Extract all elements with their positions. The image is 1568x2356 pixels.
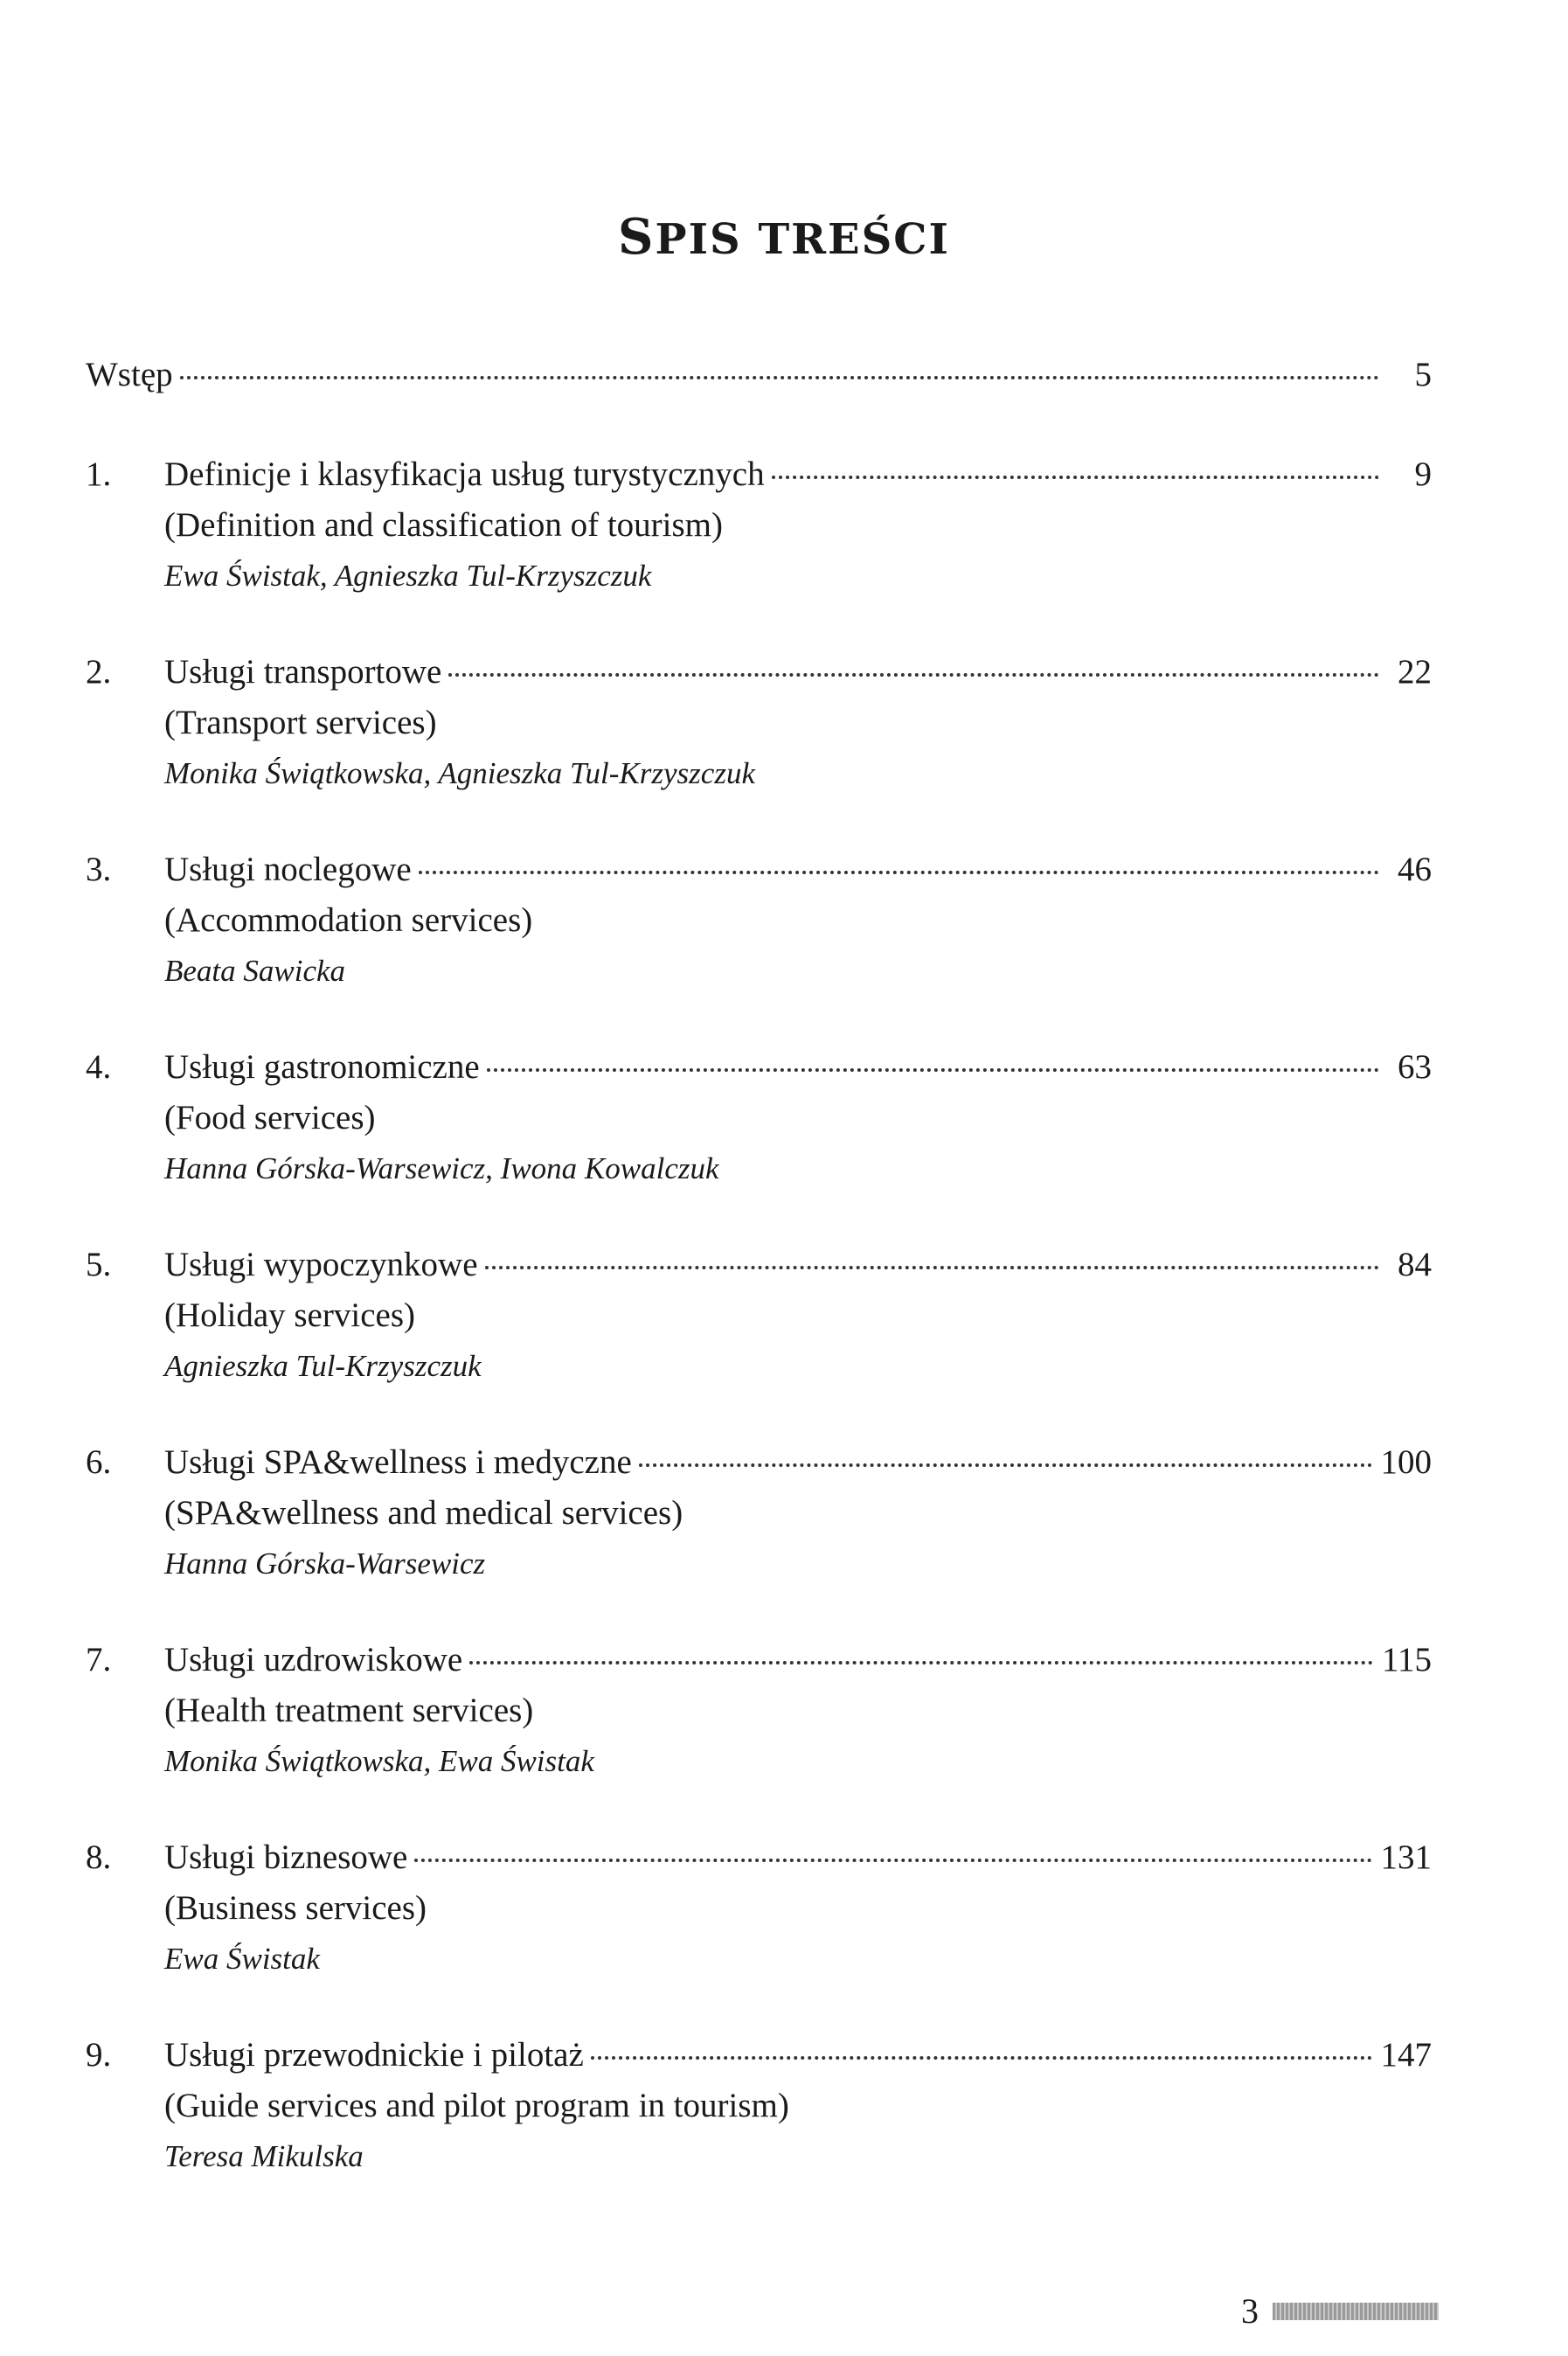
toc-row <box>86 2030 1432 2081</box>
toc-row <box>86 1635 1432 1685</box>
toc-entry-page: 147 <box>1380 2036 1432 2074</box>
toc-entry-page: 63 <box>1398 1048 1432 1086</box>
toc-entry-page: 131 <box>1380 1838 1432 1876</box>
toc-entry-subtitle: (Definition and classification of tourism) <box>164 506 724 544</box>
toc-entry-intro <box>86 350 1432 400</box>
toc-entry-page: 115 <box>1381 1641 1432 1678</box>
toc-entry-number: 5. <box>86 1246 112 1283</box>
toc-row <box>86 844 1432 895</box>
dot-leader <box>448 661 1379 677</box>
toc-entry <box>86 844 1432 997</box>
toc-entry-page: 9 <box>1414 455 1432 493</box>
toc-entry-title: Usługi transportowe <box>164 653 442 691</box>
dot-leader <box>469 1649 1373 1664</box>
toc-entry-subtitle: (Business services) <box>164 1889 427 1927</box>
toc-entry-title: Usługi przewodnickie i pilotaż <box>164 2036 584 2074</box>
toc-entry <box>86 1437 1432 1589</box>
toc-row <box>86 1042 1432 1093</box>
title-second-word: TREŚCI <box>758 215 950 264</box>
toc-row <box>86 1832 1432 1883</box>
toc-entry-number: 8. <box>86 1838 112 1876</box>
toc-entry-authors: Teresa Mikulska <box>164 2139 364 2173</box>
toc-entry-title: Usługi gastronomiczne <box>164 1048 480 1086</box>
toc-entry-number: 1. <box>86 455 112 493</box>
toc-entry-title: Usługi biznesowe <box>164 1838 408 1876</box>
table-of-contents <box>86 350 1432 2227</box>
toc-entry-page: 46 <box>1398 851 1432 888</box>
toc-entry <box>86 449 1432 601</box>
toc-entry-number: 9. <box>86 2036 112 2074</box>
toc-entry-title: Wstęp <box>86 356 173 393</box>
toc-entry-authors: Ewa Świstak <box>164 1942 320 1976</box>
toc-entry-page: 5 <box>1414 356 1432 393</box>
toc-row <box>86 350 1432 400</box>
dot-leader <box>414 1846 1371 1862</box>
toc-entry-subtitle: (Guide services and pilot program in tourism) <box>164 2087 789 2124</box>
toc-row <box>86 449 1432 500</box>
toc-entry-subtitle: (SPA&wellness and medical services) <box>164 1494 683 1532</box>
toc-entry-authors: Ewa Świstak, Agnieszka Tul-Krzyszczuk <box>164 559 652 593</box>
dot-leader <box>639 1451 1372 1467</box>
page-title <box>0 208 1568 266</box>
toc-entry-authors: Agnieszka Tul-Krzyszczuk <box>164 1349 482 1383</box>
toc-entry-page: 100 <box>1380 1443 1432 1481</box>
toc-entry-subtitle: (Transport services) <box>164 704 437 741</box>
toc-entry <box>86 2030 1432 2182</box>
toc-entry-authors: Beata Sawicka <box>164 954 346 988</box>
toc-entry-subtitle: (Health treatment services) <box>164 1692 534 1729</box>
toc-entry-title: Usługi SPA&wellness i medyczne <box>164 1443 632 1481</box>
dot-leader <box>485 1254 1379 1269</box>
toc-entry-number: 4. <box>86 1048 112 1086</box>
dot-leader <box>591 2044 1372 2060</box>
toc-entry-page: 22 <box>1398 653 1432 691</box>
toc-entry-subtitle: (Holiday services) <box>164 1296 415 1334</box>
dot-leader <box>487 1056 1379 1072</box>
dot-leader <box>180 364 1379 379</box>
toc-entry-authors: Hanna Górska-Warsewicz <box>164 1546 486 1581</box>
toc-entry-authors: Monika Świątkowska, Ewa Świstak <box>164 1744 594 1778</box>
toc-entry-title: Usługi uzdrowiskowe <box>164 1641 463 1678</box>
toc-entry-subtitle: (Food services) <box>164 1099 376 1136</box>
page-footer <box>1241 2290 1439 2332</box>
toc-entry-subtitle: (Accommodation services) <box>164 901 533 939</box>
toc-entry-authors: Monika Świątkowska, Agnieszka Tul-Krzyszczuk <box>164 756 755 790</box>
page-number: 3 <box>1241 2291 1259 2331</box>
toc-row <box>86 647 1432 698</box>
toc-entry-title: Usługi noclegowe <box>164 851 412 888</box>
toc-entry <box>86 1635 1432 1787</box>
title-rest-first-word: PIS <box>655 215 742 264</box>
toc-entry-number: 6. <box>86 1443 112 1481</box>
toc-entry <box>86 647 1432 799</box>
toc-entry-number: 7. <box>86 1641 112 1678</box>
toc-row <box>86 1437 1432 1488</box>
toc-entry <box>86 1240 1432 1392</box>
footer-decorative-bar <box>1273 2303 1439 2320</box>
toc-entry-number: 2. <box>86 653 112 691</box>
dot-leader <box>772 463 1379 479</box>
toc-row <box>86 1240 1432 1290</box>
toc-entry-page: 84 <box>1398 1246 1432 1283</box>
dot-leader <box>419 858 1379 874</box>
toc-entry <box>86 1832 1432 1984</box>
toc-entry <box>86 1042 1432 1194</box>
toc-entry-authors: Hanna Górska-Warsewicz, Iwona Kowalczuk <box>164 1151 719 1185</box>
toc-entry-title: Usługi wypoczynkowe <box>164 1246 478 1283</box>
toc-entry-number: 3. <box>86 851 112 888</box>
toc-entry-title: Definicje i klasyfikacja usług turystycznych <box>164 455 765 493</box>
title-first-letter: S <box>618 208 656 266</box>
